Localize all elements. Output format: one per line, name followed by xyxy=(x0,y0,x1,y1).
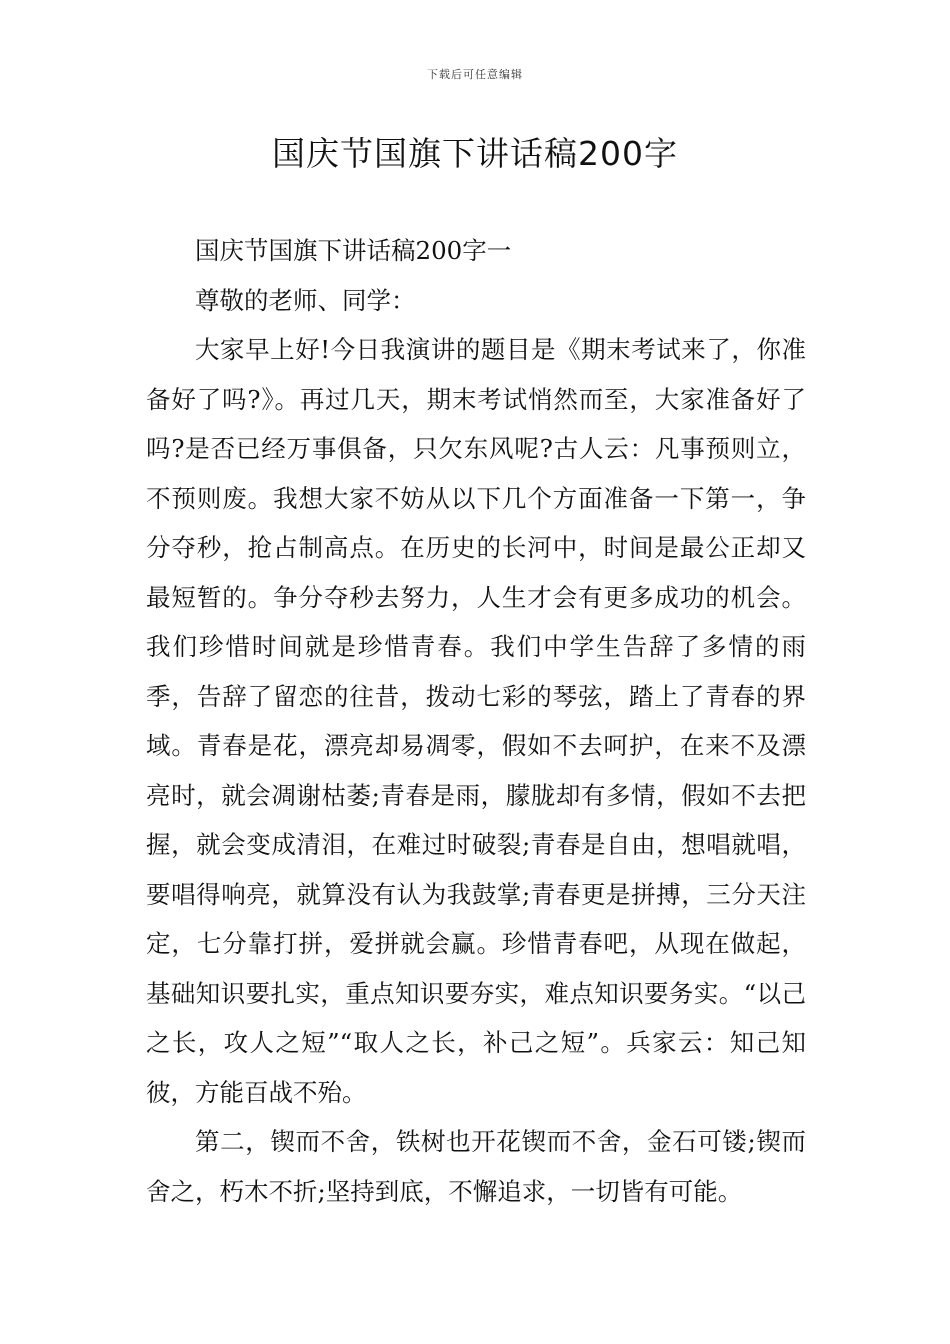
body-text xyxy=(146,226,806,1216)
paragraph-salutation: 尊敬的老师、同学： xyxy=(195,285,416,315)
page-title: 国庆节国旗下讲话稿200字 xyxy=(272,134,678,173)
paragraph-subtitle: 国庆节国旗下讲话稿200字一 xyxy=(195,236,512,265)
paragraph-main: 大家早上好!今日我演讲的题目是《期末考试来了，你准备好了吗?》。再过几天，期末考试悄然而至，大家准备好了吗?是否已经万事俱备，只欠东风呢?古人云：凡事预则立，不预则废。我想大家不妨从以下几个方面准备一下第一，争分夺秒，抢占制高点。在历史的长河中，时间是最公正却又最短暂的。争分夺秒去努力，人生才会有更多成功的机会。我们珍惜时间就是珍惜青春。我们中学生告辞了多情的雨季，告辞了留恋的往昔，拨动七彩的琴弦，踏上了青春的界域。青春是花，漂亮却易凋零，假如不去呵护，在来不及漂亮时，就会凋谢枯萎;青春是雨，朦胧却有多情，假如不去把握，就会变成清泪，在难过时破裂;青春是自由，想唱就唱，要唱得响亮，就算没有认为我鼓掌;青春更是拼搏，三分天注定，七分靠打拼，爱拼就会赢。珍惜青春吧，从现在做起，基础知识要扎实，重点知识要夯实，难点知识要务实。“以己之长，攻人之短”“取人之长，补己之短”。兵家云：知己知彼，方能百战不殆。 xyxy=(146,335,806,1107)
header-note: 下载后可任意编辑 xyxy=(427,68,523,81)
paragraph-second-point: 第二，锲而不舍，铁树也开花锲而不舍，金石可镂;锲而舍之，朽木不折;坚持到底，不懈追求，一切皆有可能。 xyxy=(146,1127,806,1206)
